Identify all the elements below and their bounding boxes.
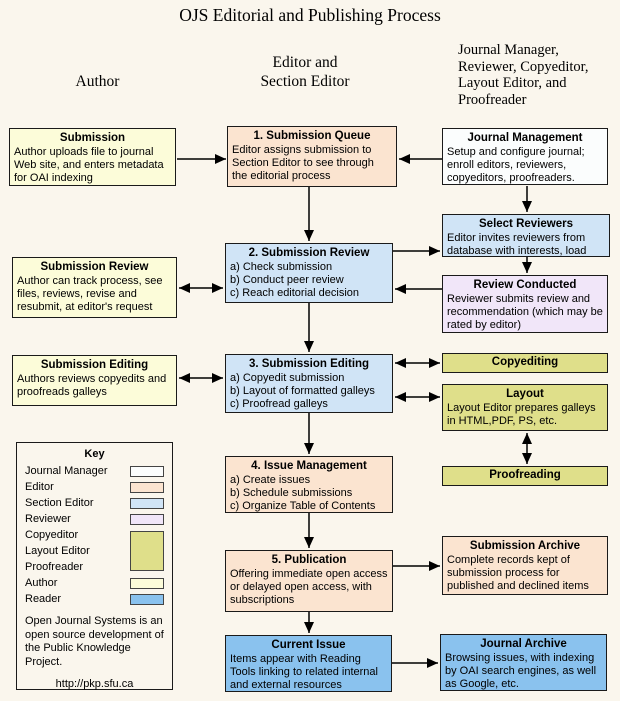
box-submission-editing-author: [12, 355, 177, 406]
column-header-right-line: Proofreader: [458, 91, 527, 108]
box-title: 4. Issue Management: [251, 460, 367, 472]
box-body-line: a) Check submission: [230, 261, 333, 273]
box-title: Proofreading: [489, 469, 561, 481]
box-body: Reviewer submits review and recommendation (which may be rated by editor): [447, 293, 603, 331]
key-swatch-copyeditor-layout-proofreader: [130, 531, 164, 571]
key-label: Proofreader: [25, 561, 84, 573]
box-issue-management: [225, 456, 393, 513]
box-submission-archive: [442, 536, 608, 595]
key-label: Layout Editor: [25, 545, 90, 557]
box-title: Layout: [506, 388, 544, 400]
key-swatch-journal-manager: [130, 466, 164, 477]
key-label: Journal Manager: [25, 465, 108, 477]
box-submission-review: [225, 243, 393, 303]
box-body-line: a) Create issues: [230, 474, 311, 486]
box-submission-review-author: [12, 257, 177, 318]
box-body: Setup and configure journal; enroll editors, reviewers, copyeditors, proofreaders.: [447, 146, 585, 184]
page-title: OJS Editorial and Publishing Process: [179, 5, 441, 25]
box-body: Items appear with Reading Tools linking to related internal and external resources: [230, 653, 378, 691]
key-url: http://pkp.sfu.ca: [55, 678, 134, 690]
key-row-reviewer: [25, 511, 164, 527]
box-body-line: c) Organize Table of Contents: [230, 500, 376, 512]
box-title: 2. Submission Review: [248, 247, 370, 259]
column-header-right-line: Journal Manager,: [458, 42, 559, 58]
key-swatch-author: [130, 578, 164, 589]
key-label: Section Editor: [25, 497, 94, 509]
box-body-line: a) Copyedit submission: [230, 372, 345, 384]
key-group-labels: [25, 527, 90, 575]
box-body: Author can track process, see files, reviews, revise and resubmit, at editor's request: [17, 275, 163, 313]
box-title: 3. Submission Editing: [248, 358, 370, 370]
box-layout: [442, 384, 608, 431]
box-body: Authors reviews copyedits and proofreads galleys: [17, 373, 167, 398]
key-label: Editor: [25, 481, 54, 493]
key-swatch-editor: [130, 482, 164, 493]
key-label: Author: [25, 577, 58, 589]
key-row-copyeditor-layout-proofreader: [25, 527, 164, 575]
box-current-issue: [225, 635, 392, 692]
box-journal-management: [442, 128, 608, 185]
box-body-line: b) Schedule submissions: [230, 487, 353, 499]
box-title: Copyediting: [491, 356, 559, 368]
key-swatch-reviewer: [130, 514, 164, 525]
box-body-line: c) Reach editorial decision: [230, 287, 360, 299]
box-body-line: b) Conduct peer review: [230, 274, 344, 286]
key-swatch-reader: [130, 594, 164, 605]
box-body: Complete records kept of submission process for published and declined items: [447, 554, 589, 592]
box-title: Submission: [59, 132, 126, 144]
box-title: Current Issue: [271, 639, 346, 651]
box-title: Submission Archive: [469, 540, 581, 552]
box-title: 1. Submission Queue: [253, 130, 371, 142]
box-body-line: c) Proofread galleys: [230, 398, 328, 410]
box-body: Editor invites reviewers from database with interests, load: [447, 232, 587, 257]
key-row-reader: [25, 591, 164, 607]
box-select-reviewers: [442, 214, 610, 257]
box-journal-archive: [440, 634, 607, 691]
key-row-journal-manager: [25, 463, 164, 479]
box-proofreading: [442, 466, 608, 486]
key-swatch-section-editor: [130, 498, 164, 509]
column-header-right-line: Layout Editor, and: [458, 75, 567, 91]
box-body: Layout Editor prepares galleys in HTML,PDF, PS, etc.: [447, 402, 596, 427]
box-publication: [225, 550, 393, 612]
box-body: Browsing issues, with indexing by OAI search engines, as well as Google, etc.: [445, 652, 597, 690]
key-label: Reviewer: [25, 513, 71, 525]
box-title: Select Reviewers: [479, 218, 573, 230]
key-label: Reader: [25, 593, 62, 605]
box-title: Journal Archive: [480, 638, 567, 650]
box-review-conducted: [442, 275, 608, 333]
column-header-editor-line: Section Editor: [260, 73, 350, 90]
box-submission: [9, 128, 176, 186]
key-label: Copyeditor: [25, 529, 79, 541]
box-body-line: b) Layout of formatted galleys: [230, 385, 375, 397]
key-note: Open Journal Systems is an open source development of the Public Knowledge Project.: [25, 615, 164, 668]
box-body: Editor assigns submission to Section Editor to see through the editorial process: [232, 144, 374, 182]
key-row-editor: [25, 479, 164, 495]
column-header-author: Author: [75, 73, 120, 90]
box-submission-queue: [227, 126, 397, 187]
key-title: Key: [84, 448, 105, 460]
box-submission-editing: [225, 354, 393, 413]
box-title: Submission Editing: [40, 359, 149, 371]
box-copyediting: [442, 353, 608, 373]
key-row-section-editor: [25, 495, 164, 511]
column-header-editor-line: Editor and: [272, 54, 338, 71]
box-body: Author uploads file to journal Web site, and enters metadata for OAI indexing: [14, 146, 164, 184]
box-title: Journal Management: [467, 132, 583, 144]
box-body: Offering immediate open access or delayed open access, with subscriptions: [230, 568, 388, 606]
box-title: Review Conducted: [473, 279, 577, 291]
box-title: 5. Publication: [271, 554, 347, 566]
column-header-right-line: Reviewer, Copyeditor,: [458, 58, 589, 75]
box-title: Submission Review: [40, 261, 149, 273]
key-row-author: [25, 575, 164, 591]
key-legend: [16, 442, 173, 690]
